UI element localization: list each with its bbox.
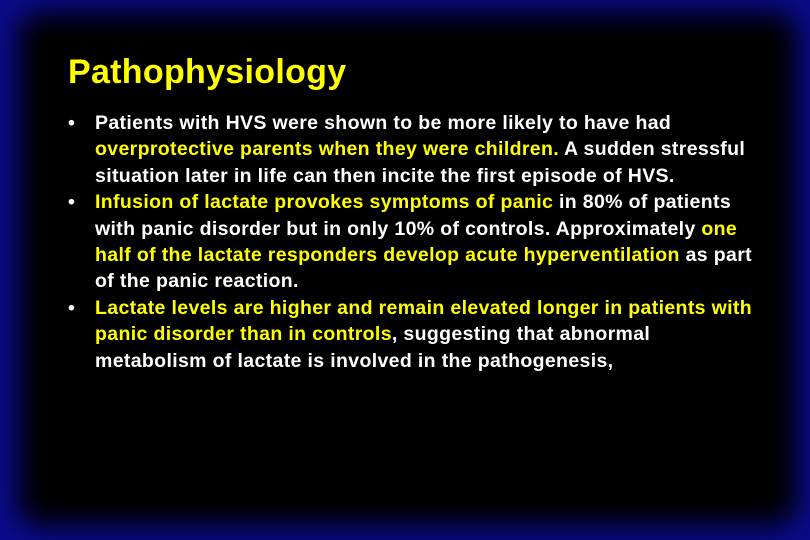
bullet-icon: •	[68, 112, 76, 134]
bullet-text-segment: in 80% of patients with panic disorder but in only 10% of controls. Approximately	[95, 191, 732, 240]
bullet-text-segment: Patients with HVS were shown to be more likely to have had	[95, 112, 672, 134]
bullet-text-segment: as part of the panic reaction.	[95, 244, 752, 293]
bullet-highlight-segment: one half of the lactate responders develop acute hyperventilation	[95, 217, 738, 267]
bullet-item	[68, 189, 758, 295]
slide-title: Pathophysiology	[68, 53, 347, 91]
bullet-item	[68, 295, 758, 374]
bullet-item	[68, 110, 758, 189]
bullet-highlight-segment: Lactate levels are higher and remain elevated longer in patients with panic disorder than in controls	[95, 296, 753, 346]
bullet-text-segment: A sudden stressful situation later in life can then incite the first episode of HVS.	[95, 138, 746, 187]
bullet-icon: •	[68, 296, 76, 319]
bullet-icon: •	[68, 191, 76, 214]
bullet-highlight-segment: Infusion of lactate provokes symptoms of panic	[95, 191, 554, 214]
bullet-highlight-segment: overprotective parents when they were children.	[95, 138, 560, 161]
bullet-list	[68, 110, 758, 374]
bullet-text-segment: , suggesting that abnormal metabolism of lactate is involved in the pathogenesis,	[95, 323, 651, 372]
